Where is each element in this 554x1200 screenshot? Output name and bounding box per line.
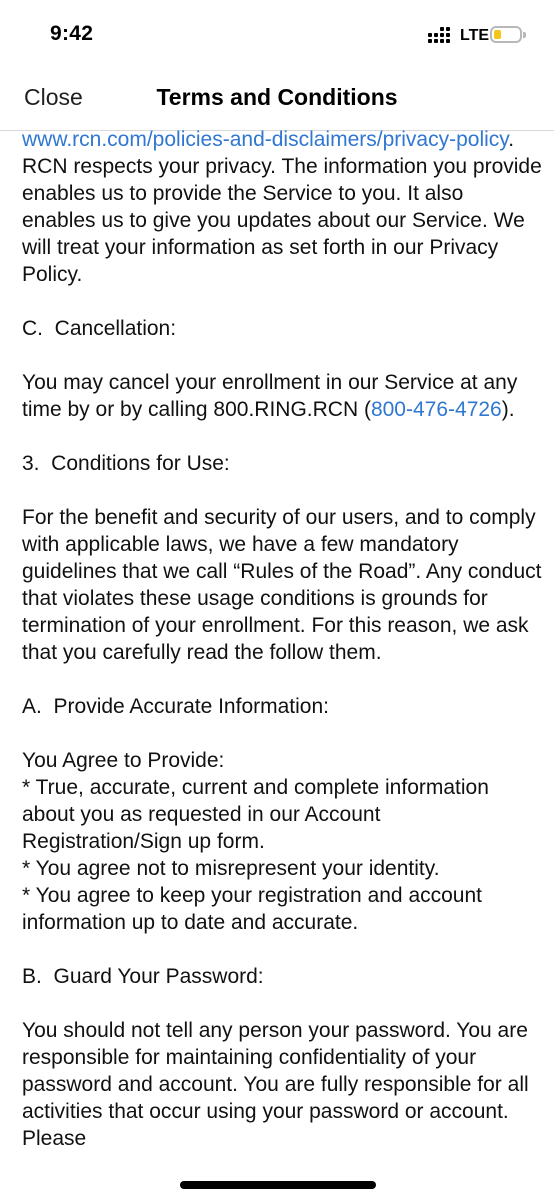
privacy-policy-link[interactable]: www.rcn.com/policies-and-disclaimers/privacy-policy — [22, 128, 509, 151]
page-title: Terms and Conditions — [156, 84, 398, 110]
cellular-signal-icon — [428, 27, 450, 43]
accurate-info-heading: A. Provide Accurate Information: — [22, 695, 329, 718]
battery-icon — [490, 26, 522, 43]
cancellation-paragraph — [22, 369, 542, 423]
conditions-paragraph: For the benefit and security of our users, and to comply with applicable laws, we have a few mandatory guidelines that we call “Rules of the Road”. Any conduct that violates these usage conditions is grounds for termination of your enrollment. For this reason, we ask that you carefully read the follow them. — [22, 506, 548, 664]
password-paragraph: You should not tell any person your password. You are responsible for maintaining confidentiality of your password and account. You are fully responsible for all activities that occur using your password or account. Please — [22, 1019, 535, 1150]
phone-link[interactable]: 800-476-4726 — [370, 398, 502, 421]
cancellation-heading: C. Cancellation: — [22, 317, 177, 340]
cancellation-text: You may cancel your enrollment in our Service at any time by or by calling 800.RING.RCN ( — [22, 371, 524, 421]
annotation-underline — [180, 1181, 376, 1189]
agree-item: * True, accurate, current and complete information about you as requested in our Account Registration/Sign up form. — [22, 776, 495, 853]
status-time: 9:42 — [50, 22, 94, 45]
cancellation-end: ). — [501, 398, 515, 421]
password-heading: B. Guard Your Password: — [22, 965, 264, 988]
privacy-paragraph — [22, 126, 548, 288]
terms-content[interactable] — [22, 126, 548, 1179]
conditions-heading: 3. Conditions for Use: — [22, 452, 230, 475]
status-bar — [0, 0, 554, 72]
agree-item: * You agree to keep your registration and account information up to date and accurate. — [22, 884, 488, 934]
network-type: LTE — [460, 27, 490, 44]
agree-heading: You Agree to Provide: — [22, 749, 225, 772]
privacy-text: . RCN respects your privacy. The information you provide enables us to provide the Service to you. It also enables us to give you updates about our Service. We will treat your information as set forth in our Privacy Policy. — [22, 128, 548, 286]
close-button[interactable]: Close — [24, 84, 83, 110]
navigation-bar — [0, 72, 554, 131]
battery-tip — [523, 32, 526, 38]
agree-item: * You agree not to misrepresent your identity. — [22, 857, 440, 880]
